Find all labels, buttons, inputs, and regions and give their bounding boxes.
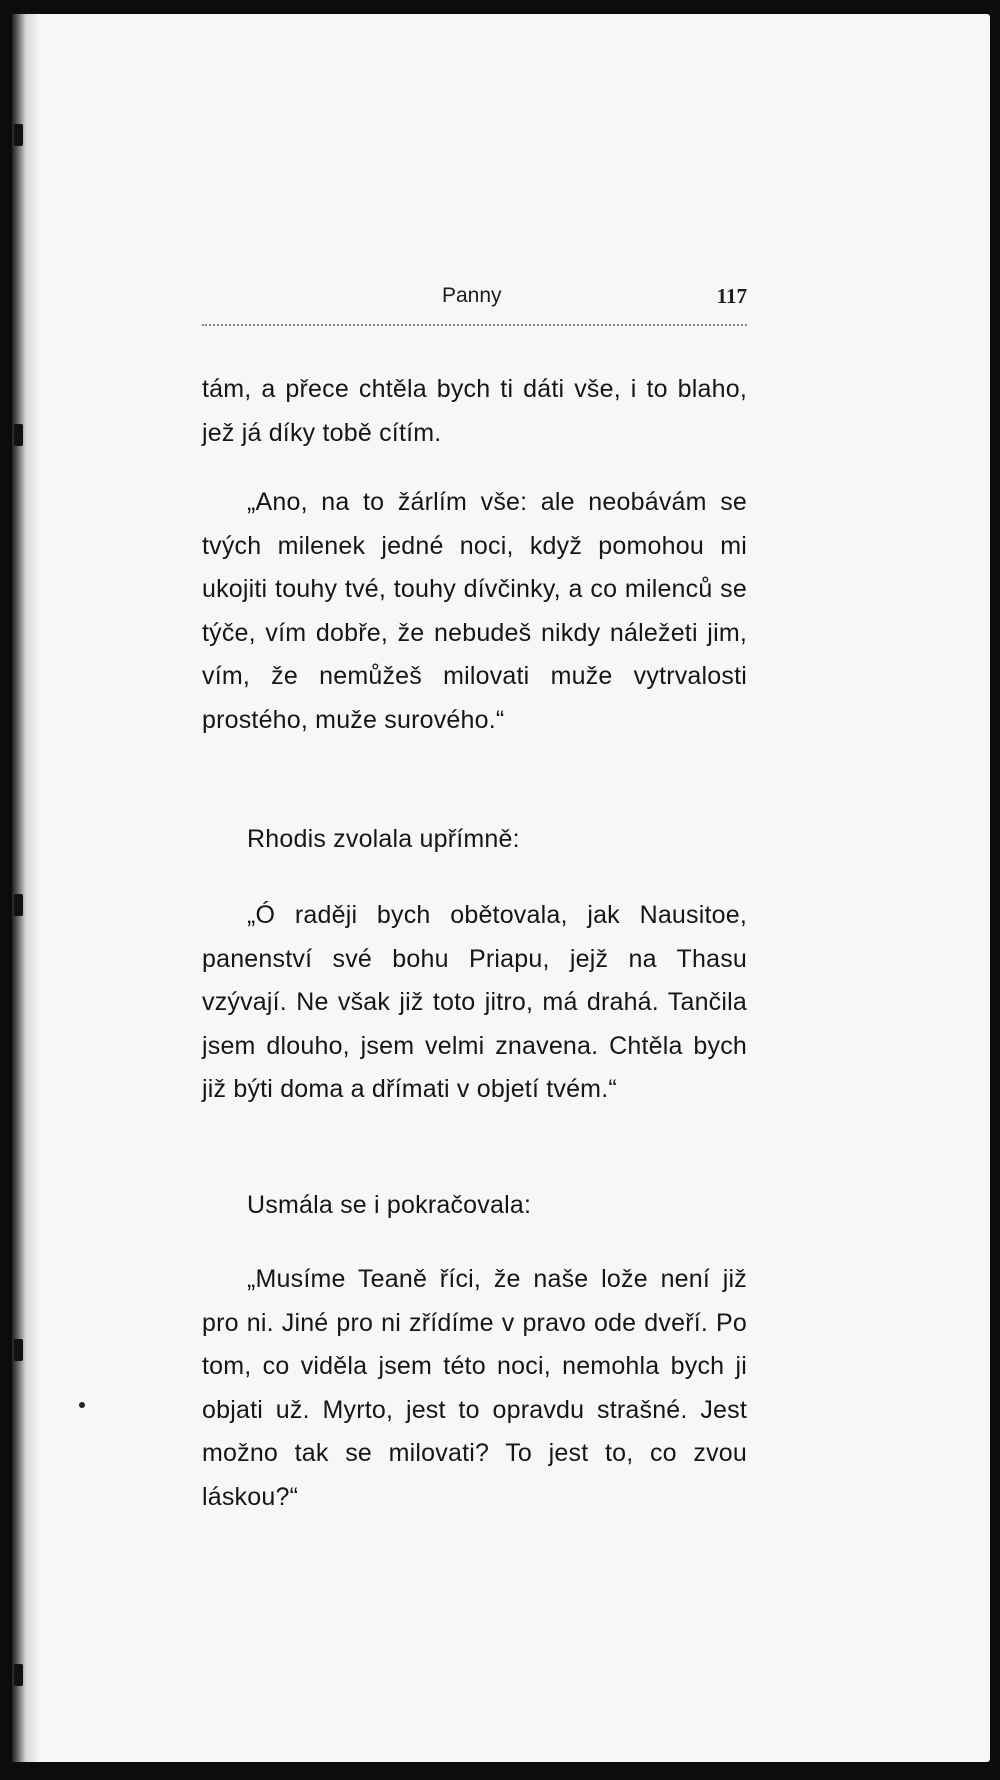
binding-mark [14, 424, 23, 446]
paragraph-speech-musime: „Musíme Teaně říci, že naše lože není již pro ni. Jiné pro ni zřídíme v pravo ode dveří. Po tom, co viděla jsem této noci, nemohla bych ji objati už. Myrto, jest to opravdu strašné. Jest možno tak se milovati? To jest to, co zvou láskou?“ [202, 1265, 747, 1511]
page-header [202, 284, 747, 324]
binding-mark [14, 124, 23, 146]
book-page [12, 14, 990, 1762]
header-rule [202, 324, 747, 326]
ink-speck [79, 1402, 85, 1408]
page-edge-shadow [12, 14, 40, 1762]
binding-mark [14, 1339, 23, 1361]
paragraph-usmala: Usmála se i pokračovala: [247, 1191, 532, 1219]
paragraph-continuation: tám, a přece chtěla bych ti dáti vše, i to blaho, jež já díky tobě cítím. [202, 375, 747, 447]
binding-mark [14, 894, 23, 916]
binding-mark [14, 1664, 23, 1686]
page-number: 117 [716, 284, 747, 308]
running-title: Panny [442, 284, 502, 307]
paragraph-speech-ano: „Ano, na to žárlím vše: ale neobávám se tvých milenek jedné noci, když pomohou mi ukojiti touhy tvé, touhy dívčinky, a co milenců se týče, vím dobře, že nebudeš nikdy náležeti jim, vím, že nemůžeš milovati muže vytrvalosti prostého, muže surového.“ [202, 488, 747, 734]
paragraph-speech-o-radeji: „Ó raději bych obětovala, jak Nausitoe, panenství své bohu Priapu, jejž na Thasu vzývají. Ne však již toto jitro, má drahá. Tančila jsem dlouho, jsem velmi znavena. Chtěla bych již býti doma a dřímati v objetí tvém.“ [202, 901, 747, 1103]
paragraph-rhodis: Rhodis zvolala upřímně: [247, 825, 520, 853]
